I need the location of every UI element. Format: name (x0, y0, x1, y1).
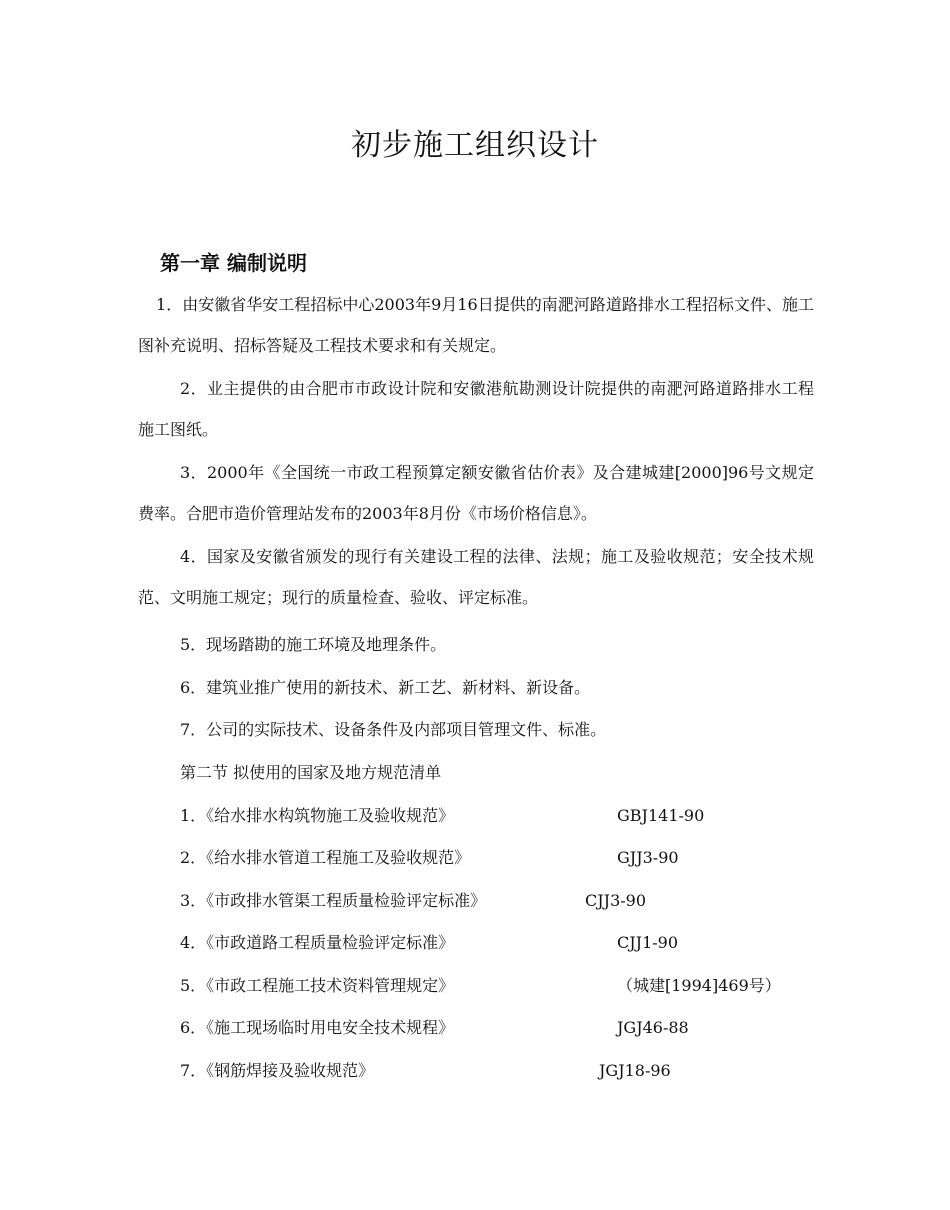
paragraph-6: 6．建筑业推广使用的新技术、新工艺、新材料、新设备。 (180, 678, 591, 697)
standard-row (180, 804, 820, 828)
standard-name: 4．《市政道路工程质量检验评定标准》 (180, 933, 455, 952)
paragraph-4: 4．国家及安徽省颁发的现行有关建设工程的法律、法规；施工及验收规范；安全技术规范、文明施工规定；现行的质量检查、验收、评定标准。 (138, 547, 814, 607)
paragraph-5: 5．现场踏勘的施工环境及地理条件。 (180, 635, 447, 654)
standard-name: 5．《市政工程施工技术资料管理规定》 (180, 976, 455, 995)
standard-name: 3．《市政排水管渠工程质量检验评定标准》 (180, 891, 487, 910)
paragraph-1: 1．由安徽省华安工程招标中心2003年9月16日提供的南淝河路道路排水工程招标文件、施工图补充说明、招标答疑及工程技术要求和有关规定。 (138, 295, 814, 355)
paragraph-2: 2．业主提供的由合肥市市政设计院和安徽港航勘测设计院提供的南淝河路道路排水工程施工图纸。 (138, 379, 814, 439)
standard-name: 6．《施工现场临时用电安全技术规程》 (180, 1018, 455, 1037)
standard-code: CJJ3-90 (585, 891, 647, 910)
standard-name: 1．《给水排水构筑物施工及验收规范》 (180, 806, 455, 825)
standard-code: GJJ3-90 (617, 848, 679, 867)
standard-code: CJJ1-90 (617, 933, 679, 952)
paragraph-7: 7．公司的实际技术、设备条件及内部项目管理文件、标准。 (180, 720, 607, 739)
standard-row (180, 974, 820, 998)
standard-code: JGJ46-88 (617, 1018, 689, 1037)
standard-row (180, 931, 820, 955)
standard-row (180, 889, 820, 913)
section-heading: 第二节 拟使用的国家及地方规范清单 (180, 763, 442, 782)
standard-row (180, 846, 820, 870)
standard-row (180, 1016, 820, 1040)
standard-row (180, 1059, 820, 1083)
standard-code: （城建[1994]469号） (617, 976, 781, 995)
standard-code: GBJ141-90 (617, 806, 705, 825)
standard-name: 2．《给水排水管道工程施工及验收规范》 (180, 848, 471, 867)
standard-code: JGJ18-96 (599, 1061, 671, 1080)
chapter-heading: 第一章 编制说明 (160, 251, 307, 275)
paragraph-3: 3．2000年《全国统一市政工程预算定额安徽省估价表》及合建城建[2000]96号文规定费率。合肥市造价管理站发布的2003年8月份《市场价格信息》。 (138, 463, 814, 523)
standard-name: 7．《钢筋焊接及验收规范》 (180, 1061, 375, 1080)
document-title: 初步施工组织设计 (351, 128, 599, 163)
